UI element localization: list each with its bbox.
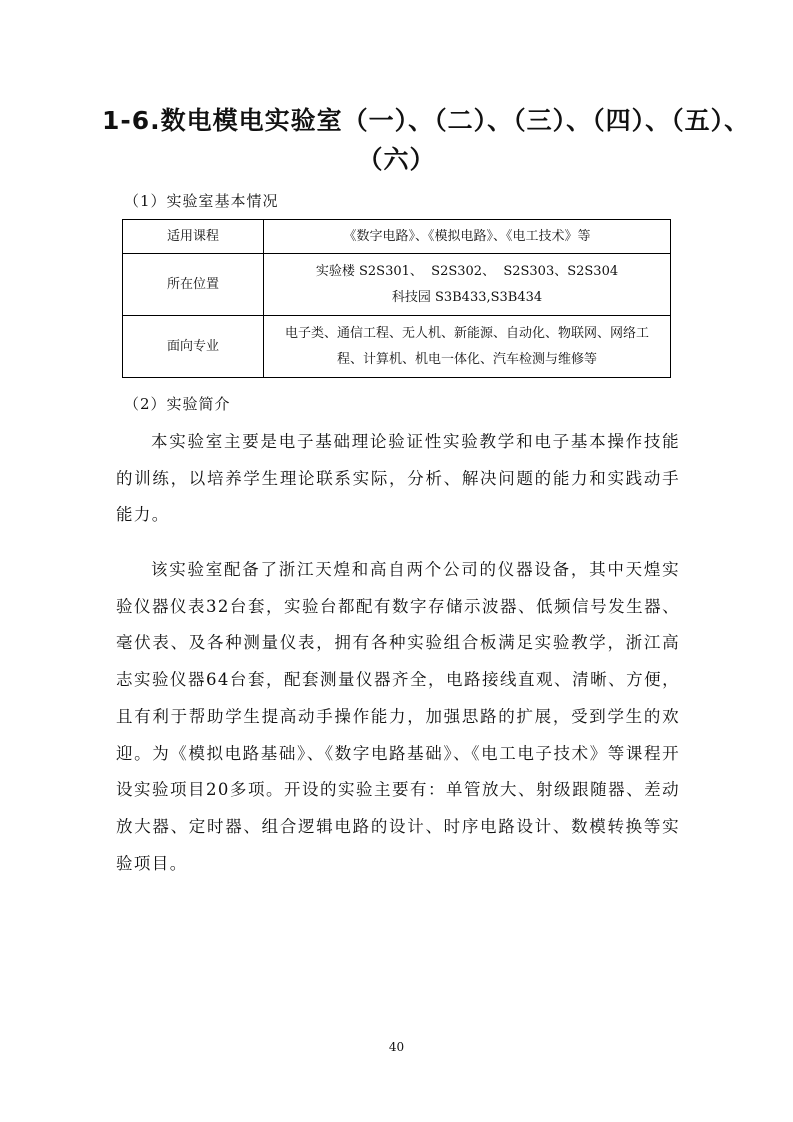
- table-row-label: 面向专业: [123, 316, 264, 378]
- table-row-value: [264, 254, 671, 316]
- table-row-value: [264, 316, 671, 378]
- table-value-line: 《数字电路》、《模拟电路》、《电工技术》等: [343, 228, 591, 244]
- table-row: [123, 220, 671, 254]
- section-heading-basic-info: （1）实验室基本情况: [124, 192, 279, 210]
- table-row-label: 所在位置: [123, 254, 264, 316]
- table-row-value: [264, 220, 671, 254]
- table-row: [123, 254, 671, 316]
- intro-paragraph: 本实验室主要是电子基础理论验证性实验教学和电子基本操作技能的训练，以培养学生理论联系实际，分析、解决问题的能力和实践动手能力。: [116, 432, 680, 525]
- table-row: [123, 316, 671, 378]
- section-heading-intro: （2）实验简介: [124, 395, 231, 413]
- info-table: [122, 219, 671, 378]
- table-value-line: 电子类、通信工程、无人机、新能源、自动化、物联网、网络工: [284, 325, 649, 341]
- table-value-line: 程、计算机、机电一体化、汽车检测与维修等: [336, 351, 597, 367]
- intro-paragraph: 该实验室配备了浙江天煌和高自两个公司的仪器设备，其中天煌实验仪器仪表32台套，实验台都配有数字存储示波器、低频信号发生器、毫伏表、及各种测量仪表，拥有各种实验组合板满足实验教学，浙江高志实验仪器64台套，配套测量仪器齐全，电路接线直观、清晰、方便，且有利于帮助学生提高动手操作能力，加强思路的扩展，受到学生的欢迎。为《模拟电路基础》、《数字电路基础》、《电工电子技术》等课程开设实验项目20多项。开设的实验主要有：单管放大、射级跟随器、差动放大器、定时器、组合逻辑电路的设计、时序电路设计、数模转换等实验项目。: [116, 560, 680, 873]
- table-value-line: 科技园 S3B433,S3B434: [391, 289, 543, 305]
- page-title-line-2: （六）: [357, 145, 436, 174]
- page-title-line-1: 1-6.数电模电实验室（一）、（二）、（三）、（四）、（五）、: [102, 106, 751, 135]
- table-row-label: 适用课程: [123, 220, 264, 254]
- page-number: 40: [388, 1040, 405, 1054]
- table-value-line: 实验楼 S2S301、 S2S302、 S2S303、S2S304: [315, 263, 619, 279]
